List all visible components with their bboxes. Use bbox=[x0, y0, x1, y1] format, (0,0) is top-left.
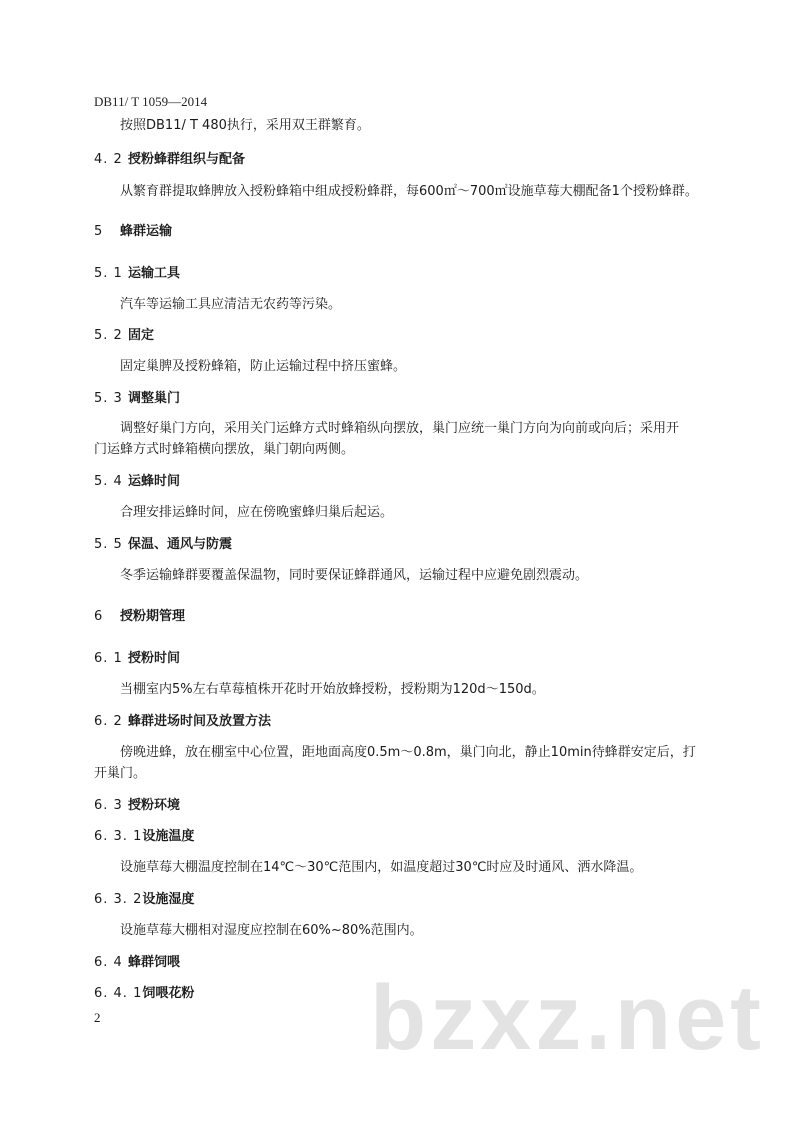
paragraph: 当棚室内5%左右草莓植株开花时开始放蜂授粉，授粉期为120d～150d。 bbox=[120, 682, 545, 697]
watermark: bzxz.net bbox=[370, 967, 765, 1069]
section-heading bbox=[94, 953, 180, 973]
section-heading bbox=[94, 712, 271, 732]
subsection-number: 6. 4. 1 bbox=[94, 986, 143, 1001]
section-title: 蜂群饲喂 bbox=[128, 955, 181, 970]
section-heading bbox=[94, 264, 180, 284]
paragraph: 汽车等运输工具应清洁无农药等污染。 bbox=[120, 297, 342, 312]
paragraph: 从繁育群提取蜂脾放入授粉蜂箱中组成授粉蜂群，每600㎡～700㎡设施草莓大棚配备1个授粉蜂群。 bbox=[120, 184, 698, 199]
subsection-number: 6. 3. 2 bbox=[94, 892, 143, 907]
section-number: 6. 1 bbox=[94, 651, 123, 666]
section-title: 授粉蜂群组织与配备 bbox=[128, 152, 246, 167]
page-number: 2 bbox=[94, 1010, 101, 1025]
chapter-number: 5 bbox=[94, 224, 104, 239]
chapter-number: 6 bbox=[94, 609, 104, 624]
paragraph: 按照DB11/ T 480执行，采用双王群繁育。 bbox=[120, 118, 370, 133]
section-heading bbox=[94, 535, 232, 555]
subsection-number: 6. 3. 1 bbox=[94, 829, 143, 844]
section-number: 5. 3 bbox=[94, 391, 123, 406]
chapter-title: 授粉期管理 bbox=[120, 609, 186, 624]
section-title: 授粉环境 bbox=[128, 798, 181, 813]
subsection-title: 设施温度 bbox=[142, 829, 195, 844]
section-title: 调整巢门 bbox=[128, 391, 181, 406]
paragraph: 调整好巢门方向，采用关门运蜂方式时蜂箱纵向摆放，巢门应统一巢门方向为向前或向后；采用开 bbox=[120, 421, 680, 436]
subsection-title: 饲喂花粉 bbox=[142, 986, 195, 1001]
paragraph-continuation: 门运蜂方式时蜂箱横向摆放，巢门朝向两侧。 bbox=[94, 442, 355, 457]
section-number: 5. 2 bbox=[94, 328, 123, 343]
chapter-heading bbox=[94, 222, 172, 242]
chapter-title: 蜂群运输 bbox=[120, 224, 173, 239]
paragraph: 设施草莓大棚温度控制在14℃～30℃范围内，如温度超过30℃时应及时通风、洒水降温。 bbox=[120, 860, 643, 875]
section-heading bbox=[94, 796, 180, 816]
paragraph: 固定巢脾及授粉蜂箱，防止运输过程中挤压蜜蜂。 bbox=[120, 359, 407, 374]
subsection-heading bbox=[94, 984, 194, 1004]
section-number: 5. 1 bbox=[94, 266, 123, 281]
paragraph: 设施草莓大棚相对湿度应控制在60%~80%范围内。 bbox=[120, 923, 423, 938]
section-number: 5. 5 bbox=[94, 537, 123, 552]
subsection-title: 设施湿度 bbox=[142, 892, 195, 907]
section-number: 5. 4 bbox=[94, 474, 123, 489]
section-number: 6. 2 bbox=[94, 714, 123, 729]
paragraph: 冬季运输蜂群要覆盖保温物，同时要保证蜂群通风，运输过程中应避免剧烈震动。 bbox=[120, 568, 589, 583]
section-number: 4. 2 bbox=[94, 152, 123, 167]
section-title: 运蜂时间 bbox=[128, 474, 181, 489]
section-title: 保温、通风与防震 bbox=[128, 537, 233, 552]
section-heading bbox=[94, 326, 154, 346]
subsection-heading bbox=[94, 827, 194, 847]
section-title: 固定 bbox=[128, 328, 155, 343]
section-heading bbox=[94, 472, 180, 492]
section-title: 授粉时间 bbox=[128, 651, 181, 666]
section-title: 运输工具 bbox=[128, 266, 181, 281]
section-heading bbox=[94, 389, 180, 409]
section-heading bbox=[94, 150, 245, 170]
chapter-heading bbox=[94, 607, 185, 627]
section-heading bbox=[94, 649, 180, 669]
paragraph: 合理安排运蜂时间，应在傍晚蜜蜂归巢后起运。 bbox=[120, 505, 394, 520]
paragraph-continuation: 开巢门。 bbox=[94, 766, 147, 781]
section-number: 6. 4 bbox=[94, 955, 123, 970]
document-code: DB11/ T 1059—2014 bbox=[94, 94, 208, 109]
paragraph: 傍晚进蜂，放在棚室中心位置，距地面高度0.5m～0.8m，巢门向北，静止10min待蜂群安定后，打 bbox=[120, 745, 696, 760]
subsection-heading bbox=[94, 890, 194, 910]
section-number: 6. 3 bbox=[94, 798, 123, 813]
section-title: 蜂群进场时间及放置方法 bbox=[128, 714, 272, 729]
